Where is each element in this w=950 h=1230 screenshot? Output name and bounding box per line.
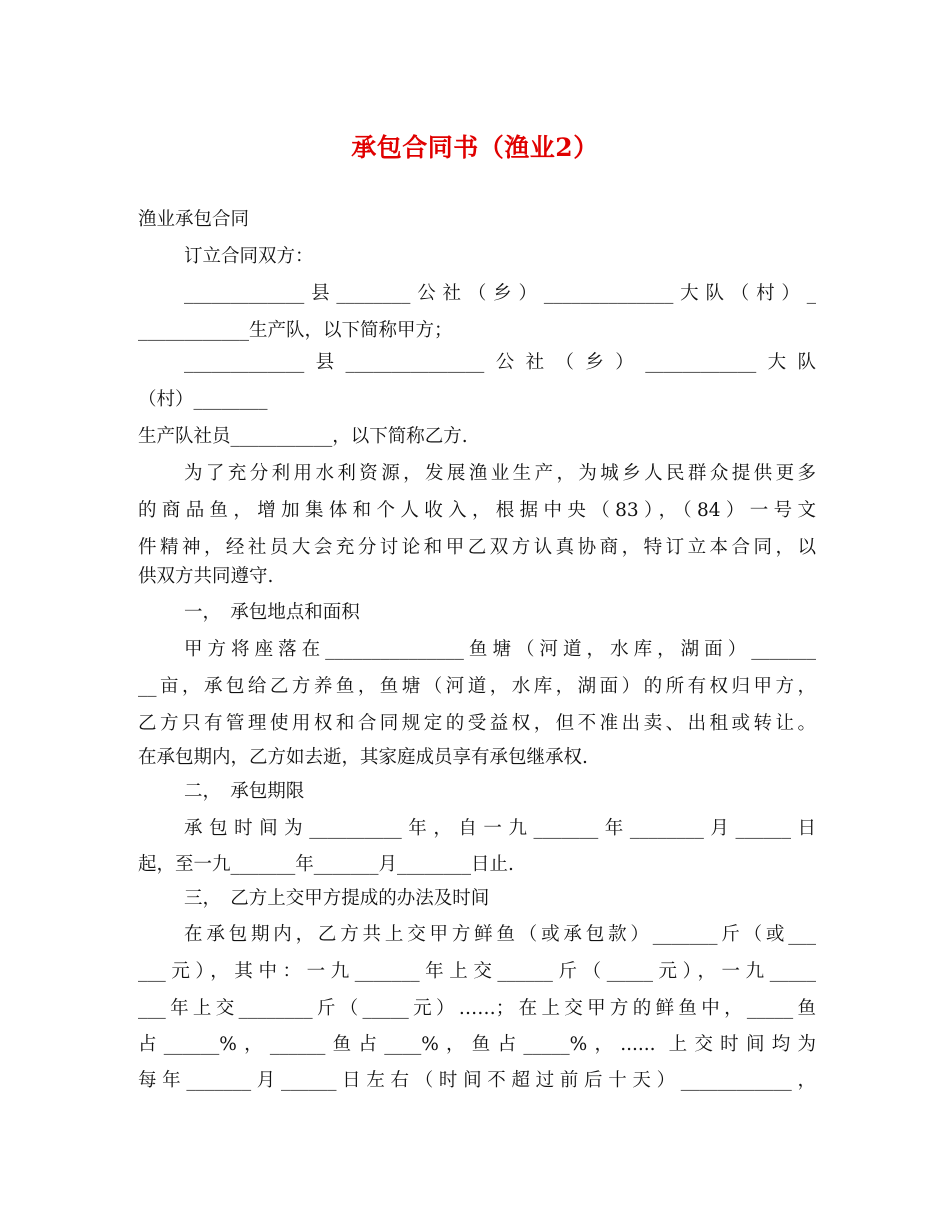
text-line: 订立合同双方： bbox=[184, 246, 314, 267]
text-line: 为了充分利用水利资源，发展渔业生产，为城乡人民群众提供更多 bbox=[184, 463, 816, 484]
section-heading: 一， 承包地点和面积 bbox=[184, 602, 360, 623]
text-line: （村）________ bbox=[138, 389, 268, 410]
text-line: 渔业承包合同 bbox=[138, 209, 250, 230]
text-line: ___年上交________斤（_____元）……；在上交甲方的鲜鱼中，_____鱼 bbox=[138, 998, 816, 1019]
text-line: 件精神，经社员大会充分讨论和甲乙双方认真协商，特订立本合同，以 bbox=[138, 537, 816, 558]
document-title: 承包合同书（渔业2） bbox=[351, 133, 599, 162]
text-line: _____________县_______________公社（乡）____________大队 bbox=[184, 352, 816, 373]
text-line: _____________县________公社（乡）______________大队（村）_ bbox=[184, 283, 816, 304]
text-line: 的商品鱼，增加集体和个人收入，根据中央（83），（84）一号文 bbox=[138, 500, 816, 521]
section-heading: 二， 承包期限 bbox=[184, 781, 305, 802]
text-line: 占______%，______鱼占____%，鱼占_____%，...... 上交时间均为 bbox=[138, 1034, 816, 1055]
text-line: 在承包期内，乙方如去逝，其家庭成员享有承包继承权. bbox=[138, 747, 588, 768]
text-line: 起，至一九_______年_______月________日止. bbox=[138, 854, 514, 875]
text-line: ____________生产队，以下简称甲方； bbox=[138, 320, 453, 341]
section-heading: 三， 乙方上交甲方提成的办法及时间 bbox=[184, 888, 490, 909]
text-line: 每年_______月______日左右（时间不超过前后十天）____________， bbox=[138, 1070, 816, 1091]
text-line: 在承包期内，乙方共上交甲方鲜鱼（或承包款）_______斤（或___ bbox=[184, 924, 816, 945]
text-line: __亩，承包给乙方养鱼，鱼塘（河道，水库，湖面）的所有权归甲方， bbox=[138, 676, 816, 697]
text-line: 乙方只有管理使用权和合同规定的受益权，但不准出卖、出租或转让。 bbox=[138, 713, 816, 734]
text-line: 生产队社员___________，以下简称乙方. bbox=[138, 426, 468, 447]
text-line: 甲方将座落在_______________鱼塘（河道，水库，湖面）_______ bbox=[184, 639, 816, 660]
text-line: 承包时间为__________年，自一九_______年________月______日 bbox=[184, 818, 816, 839]
text-line: 供双方共同遵守. bbox=[138, 566, 274, 587]
text-line: ___元），其中：一九_______年上交______斤（_____元），一九_____ bbox=[138, 961, 816, 982]
